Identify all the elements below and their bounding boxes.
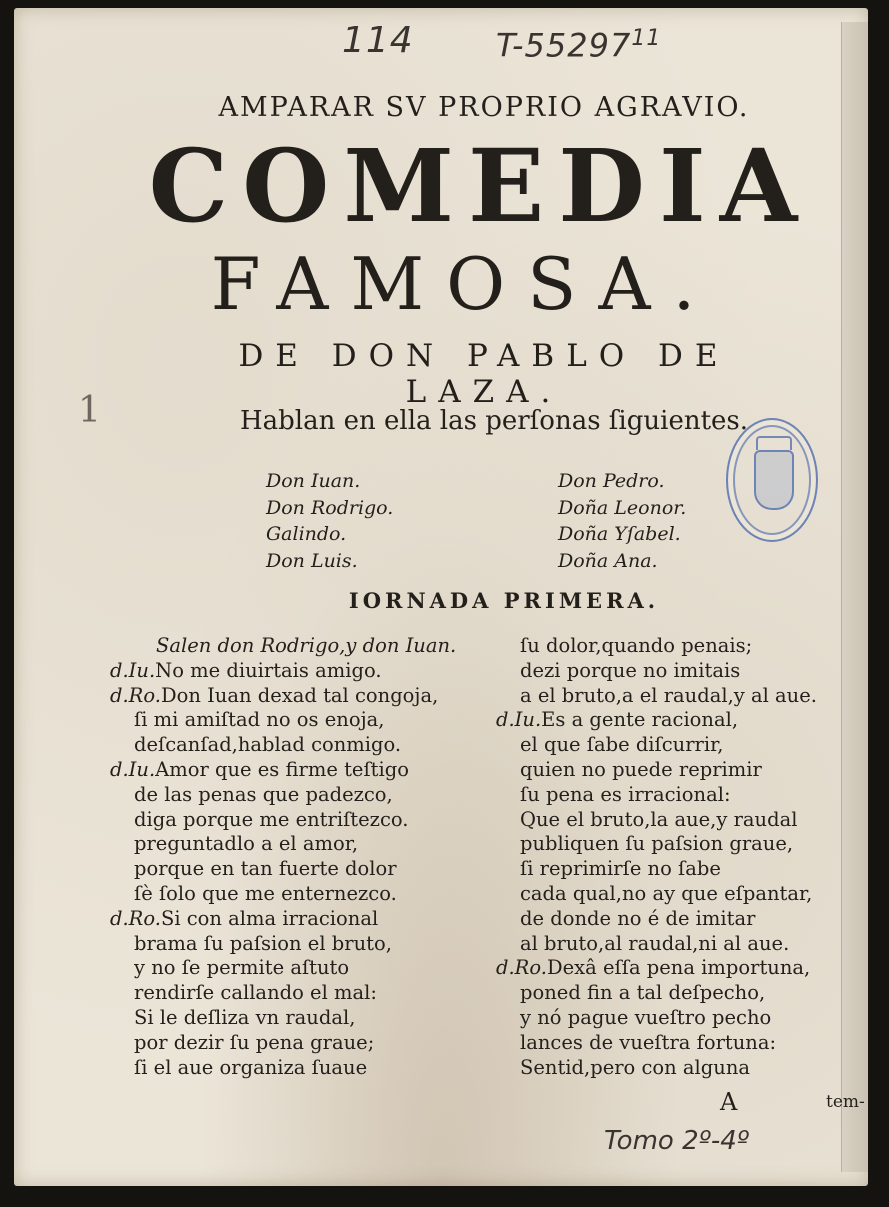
margin-mark-handwritten: 1 xyxy=(78,390,101,431)
crest-icon xyxy=(754,450,794,510)
catalog-code-handwritten xyxy=(496,26,661,65)
verse-line xyxy=(110,758,456,783)
verse-line xyxy=(496,907,817,932)
verse-column-right xyxy=(496,634,817,1080)
cast-name: Don Pedro. xyxy=(558,470,665,492)
verse-text: Si con alma irracional xyxy=(160,906,379,930)
verse-line xyxy=(496,932,817,957)
verse-line xyxy=(496,882,817,907)
verse-text: por dezir ſu pena graue; xyxy=(134,1030,375,1054)
verse-line xyxy=(496,783,817,808)
cast-name: Doña Ana. xyxy=(558,549,658,572)
verse-line xyxy=(496,708,817,733)
verse-text: ſu pena es irracional: xyxy=(520,782,731,806)
title-famosa: FAMOSA. xyxy=(210,242,718,326)
verse-text: dezi porque no imitais xyxy=(520,658,741,682)
stage-direction: Salen don Rodrigo,y don Iuan. xyxy=(156,634,457,657)
verse-line xyxy=(496,634,817,659)
verse-line xyxy=(496,832,817,857)
verse-line xyxy=(110,684,456,709)
signature-mark: A xyxy=(720,1088,738,1116)
catalog-code: T-55297 xyxy=(496,26,632,65)
verse-line xyxy=(110,1006,456,1031)
verse-line xyxy=(110,634,456,659)
verse-text: diga porque me entriſtezco. xyxy=(134,807,409,831)
play-subtitle: AMPARAR SV PROPRIO AGRAVIO. xyxy=(218,92,750,123)
verse-line xyxy=(110,808,456,833)
verse-text: ſu dolor,quando penais; xyxy=(520,634,753,657)
verse-line xyxy=(110,708,456,733)
verse-text: de las penas que padezco, xyxy=(134,782,393,806)
verse-text: ſi mi amiſtad no os enoja, xyxy=(134,708,385,732)
cast-name: Don Rodrigo. xyxy=(266,496,394,519)
verse-text: al bruto,al raudal,ni al aue. xyxy=(520,931,790,955)
verse-line xyxy=(110,1031,456,1056)
verse-text: y no ſe permite aſtuto xyxy=(134,956,350,980)
verse-text: Es a gente racional, xyxy=(541,708,739,732)
speaker-label: d.Iu. xyxy=(496,708,542,732)
act-heading: IORNADA PRIMERA. xyxy=(348,588,660,613)
crown-icon xyxy=(756,436,792,450)
verse-line xyxy=(496,1031,817,1056)
verse-line xyxy=(496,1056,817,1081)
verse-text: Si le deſliza vn raudal, xyxy=(134,1005,356,1029)
speaker-label: d.Ro. xyxy=(496,956,547,980)
verse-line xyxy=(110,907,456,932)
verse-line xyxy=(110,981,456,1006)
book-page xyxy=(14,8,868,1186)
verse-line xyxy=(496,733,817,758)
cast-name: Don Iuan. xyxy=(266,470,361,492)
dramatis-personae-heading: Hablan en ella las perſonas ſiguientes. xyxy=(239,406,749,436)
speaker-label: d.Iu. xyxy=(110,658,156,682)
verse-text: poned fin a tal deſpecho, xyxy=(520,981,766,1005)
verse-text: rendirſe callando el mal: xyxy=(134,981,377,1005)
speaker-label: d.Ro. xyxy=(110,906,161,930)
verse-line xyxy=(110,932,456,957)
shelf-number-handwritten: 114 xyxy=(342,20,414,61)
verse-text: Que el bruto,la aue,y raudal xyxy=(520,807,798,831)
verse-text: ſi reprimirſe no ſabe xyxy=(520,857,721,881)
catalog-suffix: 11 xyxy=(631,26,662,51)
verse-text: Sentid,pero con alguna xyxy=(520,1055,751,1079)
verse-text: cada qual,no ay que eſpantar, xyxy=(520,881,813,905)
verse-text: ſi el aue organiza ſuaue xyxy=(134,1055,368,1079)
library-stamp-icon xyxy=(726,418,818,542)
verse-line xyxy=(496,684,817,709)
verse-text: Don Iuan dexad tal congoja, xyxy=(160,683,439,707)
title-comedia: COMEDIA xyxy=(148,127,812,245)
verse-text: de donde no é de imitar xyxy=(520,906,756,930)
verse-text: No me diuirtais amigo. xyxy=(155,658,382,682)
verse-line xyxy=(110,733,456,758)
verse-line xyxy=(496,758,817,783)
verse-line xyxy=(496,808,817,833)
cast-name: Doña Leonor. xyxy=(558,496,687,519)
verse-text: Dexâ eſſa pena importuna, xyxy=(546,956,811,980)
verse-text: preguntadlo a el amor, xyxy=(134,832,359,856)
verse-text: ſè ſolo que me enternezco. xyxy=(134,881,397,905)
verse-line xyxy=(496,659,817,684)
catchword: tem- xyxy=(826,1092,865,1112)
verse-line xyxy=(110,956,456,981)
verse-text: brama ſu paſsion el bruto, xyxy=(134,931,392,955)
verse-text: Amor que es firme teſtigo xyxy=(155,757,409,781)
cast-list-right xyxy=(558,468,686,574)
verse-line xyxy=(110,882,456,907)
speaker-label: d.Ro. xyxy=(110,683,161,707)
verse-line xyxy=(496,956,817,981)
verse-text: publiquen ſu paſsion graue, xyxy=(520,832,794,856)
verse-line xyxy=(496,981,817,1006)
verse-line xyxy=(110,1056,456,1081)
verse-line xyxy=(496,857,817,882)
verse-line xyxy=(110,659,456,684)
author-line: DE DON PABLO DE LAZA. xyxy=(238,338,730,410)
cast-name: Doña Yſabel. xyxy=(558,523,681,545)
verse-column-left xyxy=(110,634,456,1080)
verse-line xyxy=(110,832,456,857)
cast-name: Galindo. xyxy=(266,523,347,545)
cast-list-left xyxy=(266,468,393,574)
cast-name: Don Luis. xyxy=(266,549,358,572)
volume-note-handwritten: Tomo 2º-4º xyxy=(604,1126,750,1156)
verse-text: a el bruto,a el raudal,y al aue. xyxy=(520,683,817,707)
verse-line xyxy=(110,783,456,808)
verse-text: y nó pague vueſtro pecho xyxy=(520,1005,772,1029)
verse-text: el que ſabe diſcurrir, xyxy=(520,733,724,757)
verse-line xyxy=(110,857,456,882)
speaker-label: d.Iu. xyxy=(110,757,156,781)
verse-text: deſcanſad,hablad conmigo. xyxy=(134,733,402,757)
verse-line xyxy=(496,1006,817,1031)
verse-text: porque en tan fuerte dolor xyxy=(134,857,397,881)
verse-text: lances de vueſtra fortuna: xyxy=(520,1030,777,1054)
verse-text: quien no puede reprimir xyxy=(520,757,762,781)
